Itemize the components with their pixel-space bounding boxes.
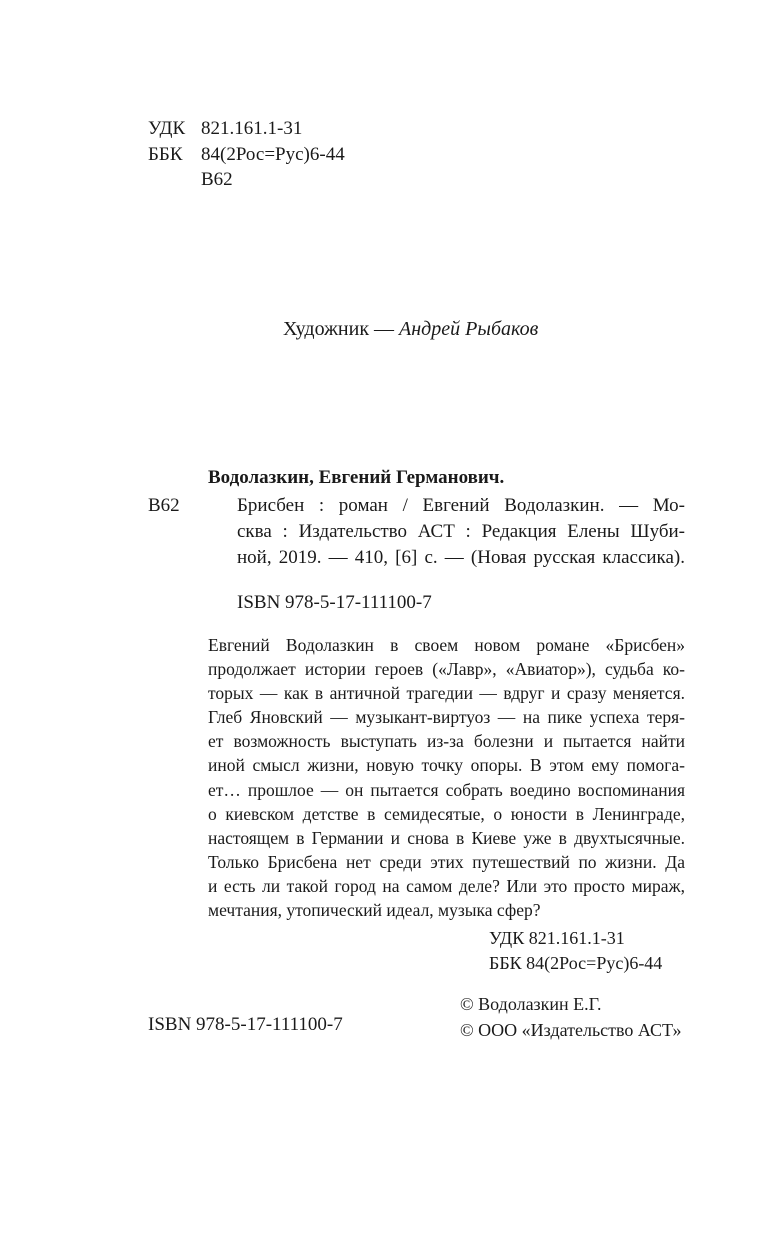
annotation-line: настоящем в Германии и снова в Киеве уже в двухтысячные. bbox=[208, 827, 685, 848]
illustrator-credit bbox=[283, 318, 538, 341]
catalog-line: Брисбен : роман / Евгений Водолазкин. — Мо- bbox=[237, 495, 685, 516]
annotation-line: Евгений Водолазкин в своем новом романе «Брисбен» bbox=[208, 635, 685, 655]
copyright-publisher: © ООО «Издательство АСТ» bbox=[460, 1020, 682, 1040]
annotation-line: о киевском детстве в семидесятые, о юности в Ленинграде, bbox=[208, 803, 685, 824]
author-mark: В62 bbox=[201, 169, 233, 190]
footer-isbn: ISBN 978-5-17-111100-7 bbox=[148, 1014, 343, 1035]
catalog-isbn: ISBN 978-5-17-111100-7 bbox=[237, 592, 432, 613]
annotation bbox=[208, 633, 685, 922]
annotation-line: торых — как в античной трагедии — вдруг и сразу меняется. bbox=[208, 683, 685, 704]
annotation-line: мечтания, утопический идеал, музыка сфер? bbox=[208, 900, 541, 921]
footer-bbk: ББК 84(2Рос=Рус)6-44 bbox=[489, 953, 663, 973]
annotation-line: Глеб Яновский — музыкант-виртуоз — на пике успеха теря- bbox=[208, 707, 685, 728]
catalog-author-mark: В62 bbox=[148, 495, 180, 516]
annotation-line: ет… прошлое — он пытается собрать воедино воспоминания bbox=[208, 779, 685, 800]
footer-udk: УДК 821.161.1-31 bbox=[489, 928, 625, 948]
catalog-line: сква : Издательство АСТ : Редакция Елены Шуби- bbox=[237, 521, 685, 542]
catalog-heading: Водолазкин, Евгений Германович. bbox=[208, 467, 505, 488]
annotation-line: иной смысл жизни, новую точку опоры. В этом ему помога- bbox=[208, 755, 685, 776]
illustrator-role: Художник — bbox=[283, 318, 400, 340]
annotation-line: ет возможность выступать из-за болезни и пытается найти bbox=[208, 731, 685, 752]
illustrator-name: Андрей Рыбаков bbox=[399, 318, 539, 340]
annotation-line: и есть ли такой город на самом деле? Или это просто мираж, bbox=[208, 875, 685, 896]
bbk-code: 84(2Рос=Рус)6-44 bbox=[201, 144, 345, 165]
catalog-line: ной, 2019. — 410, [6] с. — (Новая русская классика). bbox=[237, 547, 685, 568]
copyright-author: © Водолазкин Е.Г. bbox=[460, 994, 602, 1014]
udk-code: 821.161.1-31 bbox=[201, 118, 303, 139]
annotation-line: Только Брисбена нет среди этих путешествий по жизни. Да bbox=[208, 851, 685, 872]
annotation-line: продолжает истории героев («Лавр», «Авиатор»), судьба ко- bbox=[208, 659, 685, 680]
bbk-label: ББК bbox=[148, 144, 183, 165]
udk-label: УДК bbox=[148, 118, 186, 139]
